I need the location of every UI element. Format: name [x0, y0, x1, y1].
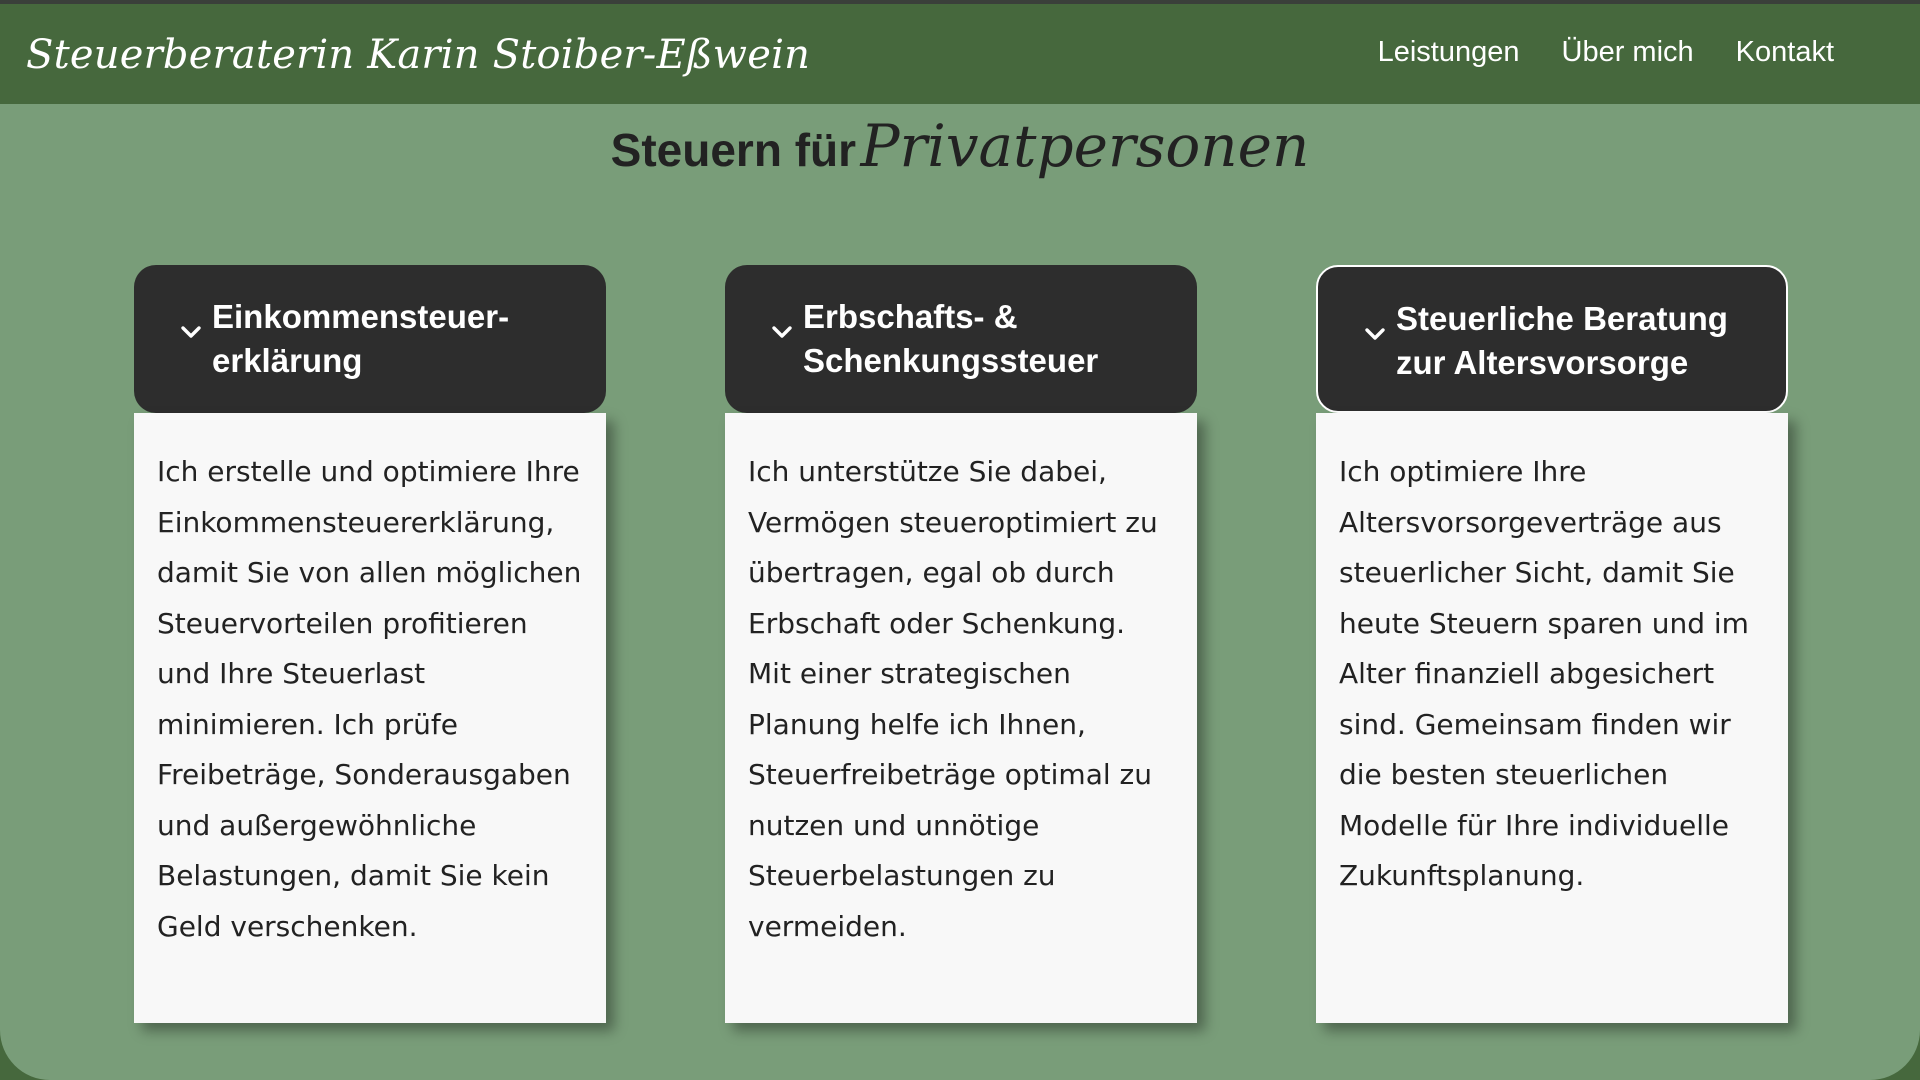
nav-link-ueber-mich[interactable]: Über mich: [1561, 36, 1694, 68]
card-title-line: Erbschafts- &: [803, 298, 1018, 335]
card-title: [1396, 297, 1776, 385]
card-header-toggle[interactable]: [1316, 265, 1788, 413]
site-header: [0, 4, 1920, 104]
card-header-toggle[interactable]: [134, 265, 606, 413]
card-body-text: Ich unterstütze Sie dabei, Vermögen steueroptimiert zu übertragen, egal ob durch Erbschaft oder Schenkung. Mit einer strategischen Planung helfe ich Ihnen, Steuerfreibeträge optimal zu nutzen und unnötige Steuerbelastungen zu vermeiden.: [725, 413, 1197, 1023]
card-title-line: Steuerliche Beratung: [1396, 300, 1728, 337]
service-card-altersvorsorge: [1316, 265, 1788, 1023]
section-heading: [0, 112, 1920, 180]
card-title-line: erklärung: [212, 342, 363, 379]
chevron-down-icon: [1364, 323, 1386, 345]
card-title-line: Schenkungssteuer: [803, 342, 1099, 379]
service-card-einkommensteuer: [134, 265, 606, 1023]
nav-link-leistungen[interactable]: Leistungen: [1377, 36, 1520, 68]
card-title: [212, 295, 592, 383]
heading-fancy: Privatpersonen: [860, 112, 1310, 180]
chevron-down-icon: [180, 321, 202, 343]
main-nav: [1378, 36, 1834, 69]
chevron-down-icon: [771, 321, 793, 343]
card-title-line: zur Altersvorsorge: [1396, 344, 1689, 381]
card-body-text: Ich erstelle und optimiere Ihre Einkommensteuererklärung, damit Sie von allen möglichen Steuervorteilen profitieren und Ihre Steuerlast minimieren. Ich prüfe Freibeträge, Sonderausgaben und außergewöhnliche Belastungen, damit Sie kein Geld verschenken.: [134, 413, 606, 1023]
site-brand[interactable]: Steuerberaterin Karin Stoiber-Eßwein: [26, 32, 811, 78]
nav-link-kontakt[interactable]: Kontakt: [1735, 36, 1834, 68]
card-body-text: Ich optimiere Ihre Altersvorsorgeverträge aus steuerlicher Sicht, damit Sie heute Steuern sparen und im Alter finanziell abgesichert sind. Gemeinsam finden wir die besten steuerlichen Modelle für Ihre individuelle Zukunftsplanung.: [1316, 413, 1788, 1023]
heading-plain: Steuern für: [610, 124, 857, 176]
card-title: [803, 295, 1183, 383]
card-title-line: Einkommensteuer-: [212, 298, 510, 335]
card-header-toggle[interactable]: [725, 265, 1197, 413]
service-card-erbschaftssteuer: [725, 265, 1197, 1023]
